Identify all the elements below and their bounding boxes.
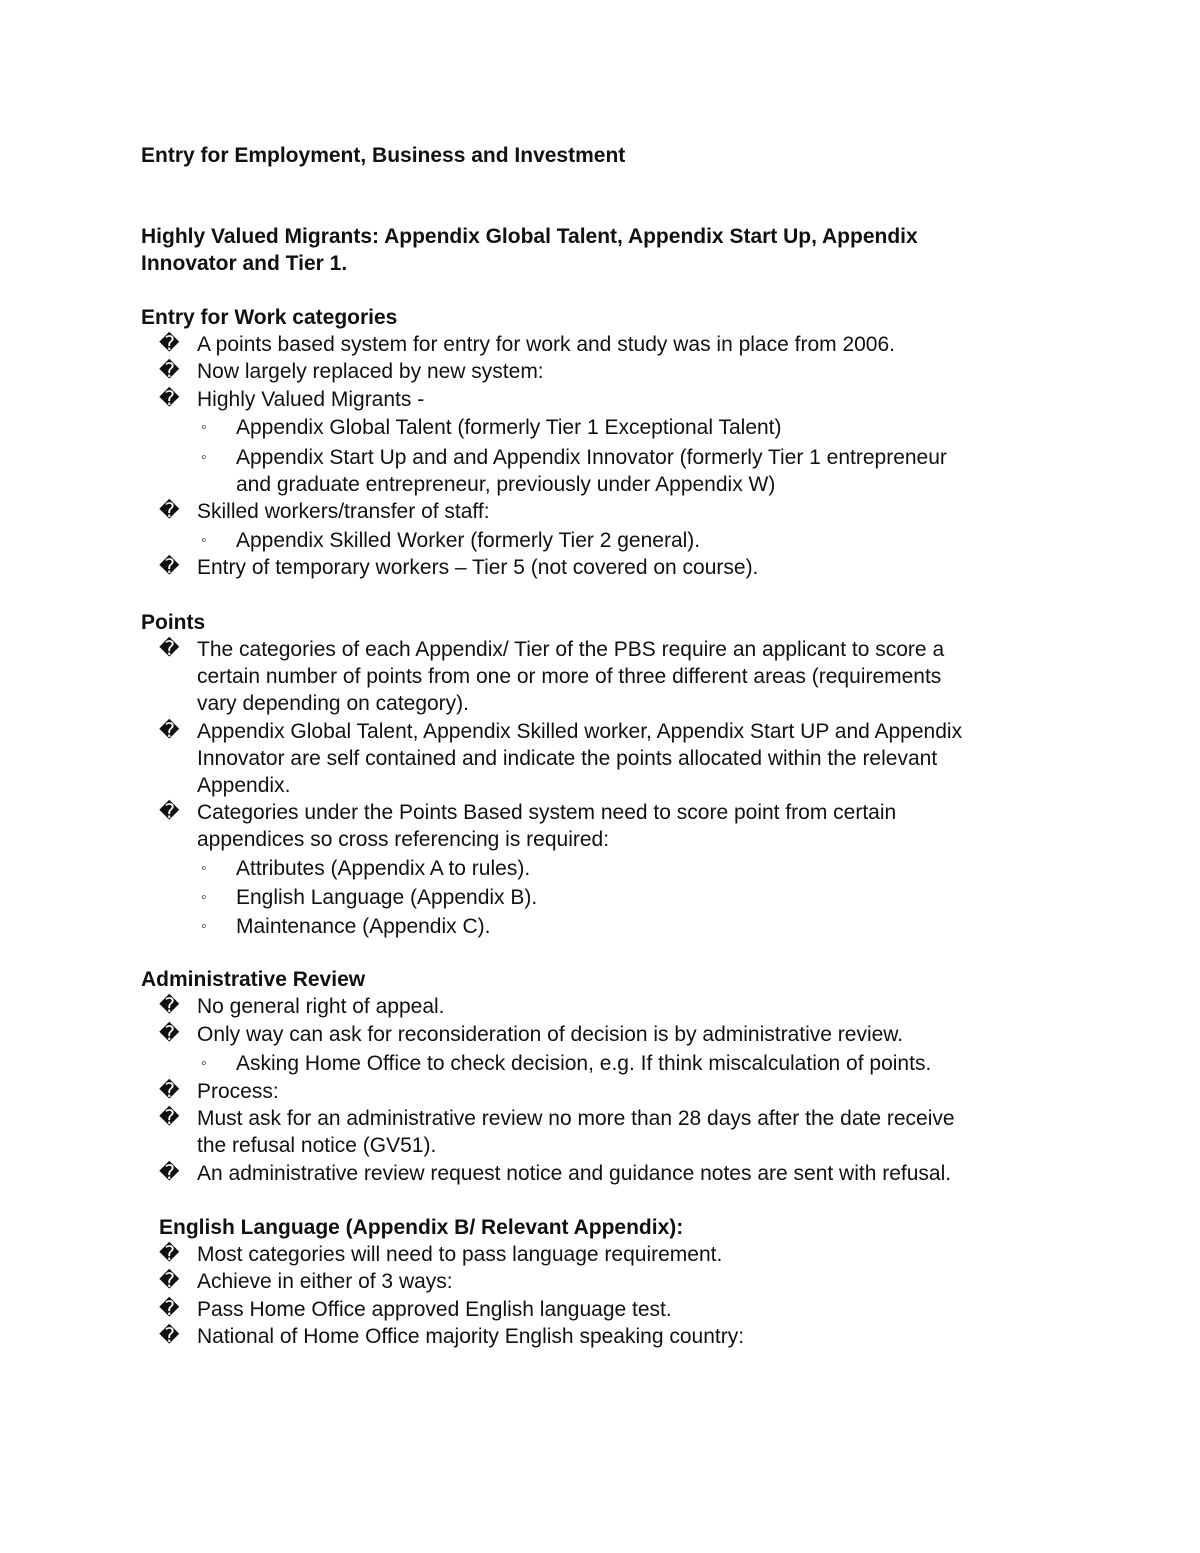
sub-list-item: Appendix Global Talent (formerly Tier 1 Exceptional Talent) [236, 416, 782, 439]
bullet-marker: � [159, 388, 180, 410]
list-item: Categories under the Points Based system need to score point from certain [197, 801, 897, 824]
bullet-marker: � [159, 1162, 180, 1184]
sub-bullet-marker: ◦ [201, 532, 207, 549]
sub-list-item: Appendix Start Up and and Appendix Innovator (formerly Tier 1 entrepreneur [236, 446, 947, 469]
list-item: No general right of appeal. [197, 995, 445, 1018]
list-item-continuation: vary depending on category). [197, 692, 470, 715]
list-item: A points based system for entry for work and study was in place from 2006. [197, 333, 896, 356]
sub-list-item: Asking Home Office to check decision, e.g. If think miscalculation of points. [236, 1052, 932, 1075]
section-heading-points: Points [141, 611, 206, 634]
sub-list-item: Attributes (Appendix A to rules). [236, 857, 531, 880]
sub-bullet-marker: ◦ [201, 889, 207, 906]
bullet-marker: � [159, 995, 180, 1017]
list-item: Now largely replaced by new system: [197, 360, 544, 383]
sub-bullet-marker: ◦ [201, 918, 207, 935]
sub-list-item: Maintenance (Appendix C). [236, 915, 491, 938]
list-item: Appendix Global Talent, Appendix Skilled worker, Appendix Start UP and Appendix [197, 720, 963, 743]
sub-list-item-continuation: and graduate entrepreneur, previously under Appendix W) [236, 473, 776, 496]
sub-list-item: English Language (Appendix B). [236, 886, 538, 909]
sub-bullet-marker: ◦ [201, 1055, 207, 1072]
list-item: Entry of temporary workers – Tier 5 (not covered on course). [197, 556, 759, 579]
subtitle-line-1: Highly Valued Migrants: Appendix Global Talent, Appendix Start Up, Appendix [141, 225, 918, 248]
bullet-marker: � [159, 1298, 180, 1320]
sub-list-item: Appendix Skilled Worker (formerly Tier 2 general). [236, 529, 701, 552]
page-title: Entry for Employment, Business and Investment [141, 144, 626, 167]
bullet-marker: � [159, 1325, 180, 1347]
sub-bullet-marker: ◦ [201, 419, 207, 436]
list-item: National of Home Office majority English speaking country: [197, 1325, 745, 1348]
list-item: Must ask for an administrative review no more than 28 days after the date receive [197, 1107, 955, 1130]
bullet-marker: � [159, 638, 180, 660]
sub-bullet-marker: ◦ [201, 860, 207, 877]
list-item: An administrative review request notice and guidance notes are sent with refusal. [197, 1162, 952, 1185]
section-heading-english: English Language (Appendix B/ Relevant Appendix): [159, 1216, 684, 1239]
list-item-continuation: the refusal notice (GV51). [197, 1134, 437, 1157]
list-item: Only way can ask for reconsideration of decision is by administrative review. [197, 1023, 904, 1046]
bullet-marker: � [159, 1080, 180, 1102]
bullet-marker: � [159, 1270, 180, 1292]
list-item-continuation: Appendix. [197, 774, 291, 797]
list-item: Achieve in either of 3 ways: [197, 1270, 453, 1293]
list-item: Highly Valued Migrants - [197, 388, 425, 411]
list-item-continuation: Innovator are self contained and indicate the points allocated within the relevant [197, 747, 938, 770]
bullet-marker: � [159, 333, 180, 355]
list-item: Process: [197, 1080, 279, 1103]
list-item: Pass Home Office approved English language test. [197, 1298, 672, 1321]
section-heading-review: Administrative Review [141, 968, 366, 991]
section-heading-work: Entry for Work categories [141, 306, 398, 329]
bullet-marker: � [159, 556, 180, 578]
list-item: Most categories will need to pass language requirement. [197, 1243, 723, 1266]
sub-bullet-marker: ◦ [201, 449, 207, 466]
bullet-marker: � [159, 500, 180, 522]
list-item: Skilled workers/transfer of staff: [197, 500, 490, 523]
bullet-marker: � [159, 720, 180, 742]
bullet-marker: � [159, 1243, 180, 1265]
list-item-continuation: appendices so cross referencing is required: [197, 828, 610, 851]
list-item-continuation: certain number of points from one or more of three different areas (requirements [197, 665, 942, 688]
bullet-marker: � [159, 801, 180, 823]
bullet-marker: � [159, 1107, 180, 1129]
subtitle-line-2: Innovator and Tier 1. [141, 252, 348, 275]
bullet-marker: � [159, 360, 180, 382]
bullet-marker: � [159, 1023, 180, 1045]
list-item: The categories of each Appendix/ Tier of the PBS require an applicant to score a [197, 638, 945, 661]
